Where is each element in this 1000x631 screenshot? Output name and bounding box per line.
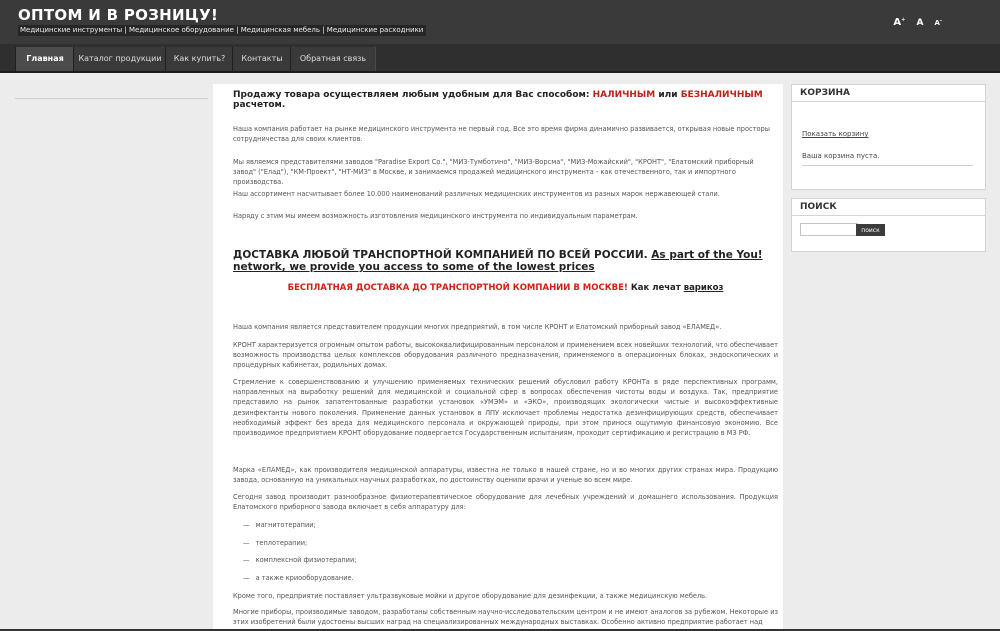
site-title[interactable]: ОПТОМ И В РОЗНИЦУ! bbox=[18, 6, 219, 24]
menu-item-contacts[interactable]: Контакты bbox=[232, 47, 292, 71]
lead-text-start: Продажу товара осуществляем любым удобным для Вас способом: bbox=[233, 90, 593, 100]
menu-item-feedback[interactable]: Обратная связь bbox=[290, 47, 376, 71]
payment-lead bbox=[233, 90, 778, 110]
free-delivery-text: БЕСПЛАТНАЯ ДОСТАВКА ДО ТРАНСПОРТНОЙ КОМПАНИИ В МОСКВЕ! bbox=[287, 283, 628, 293]
search-module bbox=[791, 198, 986, 252]
font-decrease-button[interactable] bbox=[932, 18, 943, 27]
cart-empty-text: Ваша корзина пуста. bbox=[802, 152, 880, 160]
lead-text-end: расчетом. bbox=[233, 100, 286, 110]
font-increase-sign: + bbox=[901, 16, 906, 23]
delivery-link[interactable]: As part of the You! network, we provide you access to some of the lowest prices bbox=[233, 249, 763, 274]
list-item: — а также криооборудование. bbox=[243, 574, 354, 582]
font-reset-label: A bbox=[916, 18, 924, 28]
kront-paragraph: КРОНТ характеризуется огромным опытом работы, высококвалифицированным персоналом и применением всех новейших технологий, что обеспечивает возможность производства целых комплексов оборудования различного предназначения, применяемого в операционных блоках, эндоскопических и процедурных кабинетах, родильных домах. bbox=[233, 341, 778, 370]
search-title-divider bbox=[792, 215, 985, 216]
varicose-link[interactable]: варикоз bbox=[683, 283, 724, 293]
search-button[interactable]: поиск bbox=[856, 224, 885, 236]
intro-paragraph: Наряду с этим мы имеем возможность изготовления медицинского инструмента по индивидуальным параметрам. bbox=[233, 212, 638, 220]
kront-paragraph: Стремление к совершенствованию и улучшению применяемых технических решений обусловил работу КРОНТа в ряде перспективных программ, направленных на выработку решений для медицинской и социальной сфер в вопросах обеспечения чистоты воды и воздуха. Так, предприятие представило на рынок запатентованные разработки установок «УМЭМ» и «ЭКО», производящих экологически чистые и высокоэффективные дезинфектанты нового поколения. Применение данных установок в ЛПУ исключает проблемы недостатка дезинфицирующих средств, обеспечивает необходимый эффект без вреда для медицинского персонала и окружающей природы, при этом принося ощутимую финансовую экономию. Все производимое предприятием КРОНТ оборудование подвергается Государственным испытаниям, проходит сертификацию и регистрацию в МЗ РФ. bbox=[233, 378, 778, 438]
menu-item-catalog[interactable]: Каталог продукции bbox=[73, 47, 167, 71]
delivery-heading-text: ДОСТАВКА ЛЮБОЙ ТРАНСПОРТНОЙ КОМПАНИЕЙ ПО ВСЕЙ РОССИИ. bbox=[233, 249, 648, 261]
intro-paragraph: Мы являемся представителями заводов "Paradise Export Co.", "МИЗ-Тумботино", "МИЗ-Ворсма", "МИЗ-Можайский", "КРОНТ", "Елатомский приборный завод" ("Елад"), "КМ-Проект", "НТ-МИЗ" в Москве, и занимаемся продажей медицинского инструмента - как отечественного, так и импортного производства. bbox=[233, 158, 754, 187]
left-sidebar-divider bbox=[15, 98, 208, 99]
font-increase-label: A bbox=[893, 17, 902, 28]
font-reset-button[interactable] bbox=[913, 18, 923, 28]
font-decrease-sign: - bbox=[939, 17, 942, 24]
elamed-paragraph: Марка «ЕЛАМЕД», как производителя медицинской аппаратуры, известна не только в нашей стране, но и во многих других странах мира. Продукцию завода, основанную на уникальных научных разработках, по достоинству оценили врачи и ученые во всем мире. bbox=[233, 466, 778, 485]
menu-item-home[interactable]: Главная bbox=[15, 47, 75, 71]
font-increase-button[interactable] bbox=[890, 17, 905, 28]
free-delivery bbox=[233, 283, 778, 293]
menu-item-how-to-buy[interactable]: Как купить? bbox=[165, 47, 234, 71]
cart-title-divider bbox=[792, 101, 985, 102]
font-size-controls bbox=[887, 10, 942, 29]
site-slogan: Медицинские инструменты | Медицинское оборудование | Медицинская мебель | Медицинские расходники bbox=[18, 25, 426, 36]
delivery-heading bbox=[233, 249, 778, 273]
lead-cash: НАЛИЧНЫМ bbox=[592, 90, 656, 100]
main-content bbox=[213, 84, 783, 631]
font-decrease-label: A bbox=[934, 19, 940, 27]
cart-module bbox=[791, 84, 986, 190]
company-paragraph: Наша компания является представителем продукции многих предприятий, в том числе КРОНТ и Елатомский приборный завод «ЕЛАМЕД». bbox=[233, 323, 722, 331]
lead-cashless: БЕЗНАЛИЧНЫМ bbox=[680, 90, 763, 100]
list-item: — комплексной физиотерапии; bbox=[243, 556, 356, 564]
search-input[interactable] bbox=[800, 223, 858, 236]
show-cart-link[interactable]: Показать корзину bbox=[802, 130, 869, 138]
search-title: ПОИСК bbox=[800, 202, 837, 212]
lead-or: или bbox=[655, 90, 681, 100]
how-treat-text: Как лечат bbox=[630, 283, 681, 293]
intro-paragraph: Наш ассортимент насчитывает более 10.000 наименований различных медицинских инструментов из разных марок нержавеющей стали. bbox=[233, 190, 720, 198]
list-item: — теплотерапии; bbox=[243, 539, 307, 547]
elamed-paragraph: Сегодня завод производит разнообразное физиотерапевтическое оборудование для лечебных учреждений и домашнего использования. Продукция Елатомского приборного завода включает в себя аппаратуру для: bbox=[233, 493, 778, 512]
also-paragraph: Кроме того, предприятие поставляет ультразвуковые мойки и другое оборудование для дезинфекции, а также медицинскую мебель. bbox=[233, 592, 708, 600]
devices-paragraph: Многие приборы, производимые заводом, разработаны собственным научно-исследовательским центром и не имеют аналогов за рубежом. Некоторые из этих изобретений были удостоены высших наград на специализированных международных выставках. Особенно активно предприятие работает над bbox=[233, 608, 778, 627]
site-header bbox=[0, 0, 1000, 44]
list-item: — магнитотерапии; bbox=[243, 521, 316, 529]
cart-title: КОРЗИНА bbox=[800, 88, 851, 98]
cart-divider bbox=[802, 165, 973, 166]
intro-paragraph: Наша компания работает на рынке медицинского инструмента не первый год. Все это время фирма динамично развивается, открывая новые просторы сотрудничества для своих клиентов. bbox=[233, 125, 770, 144]
main-menu bbox=[0, 44, 1000, 73]
